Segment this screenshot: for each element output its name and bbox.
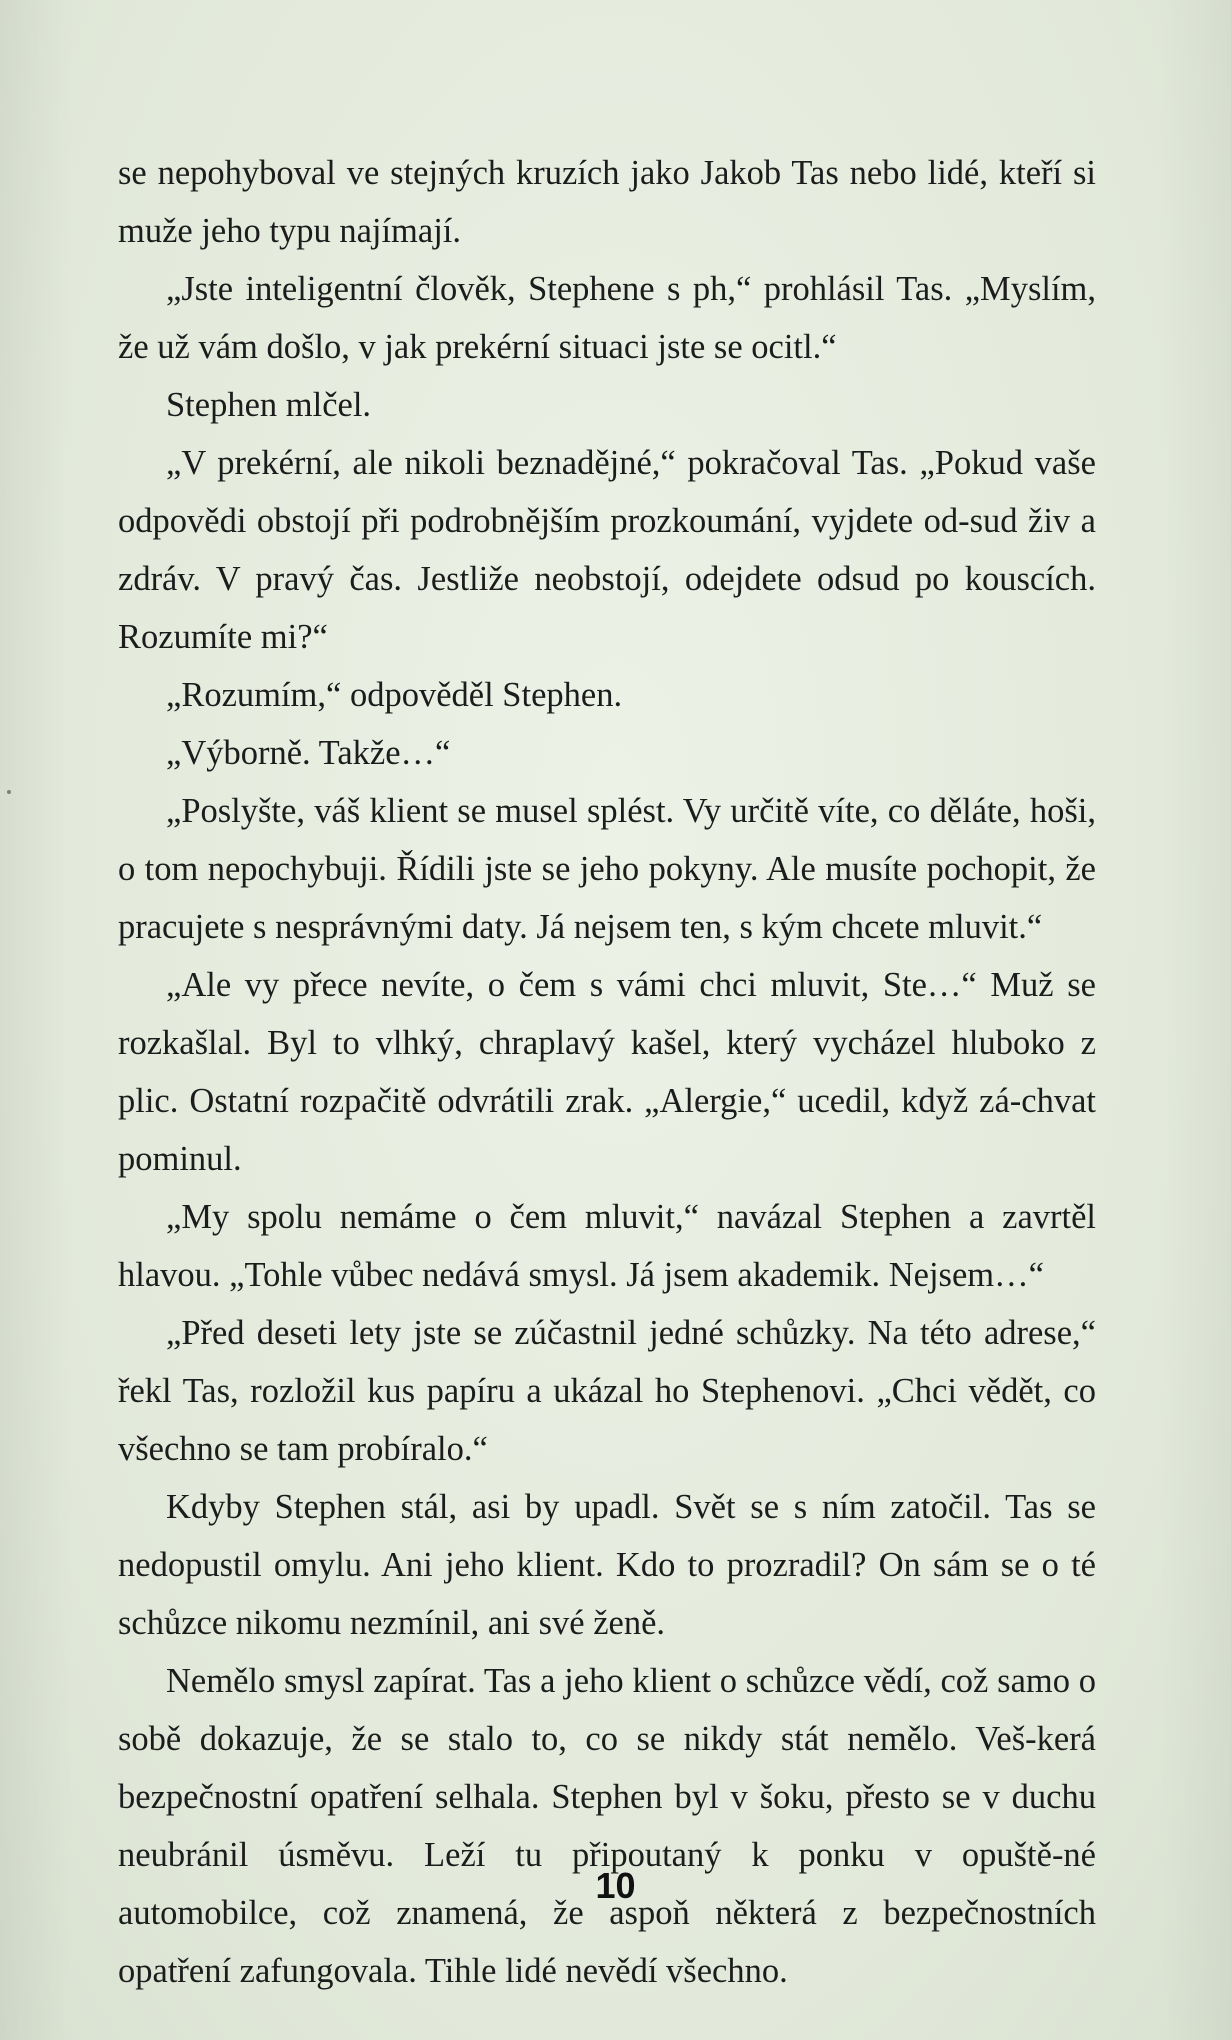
paragraph: „My spolu nemáme o čem mluvit,“ navázal Stephen a zavrtěl hlavou. „Tohle vůbec nedává smysl. Já jsem akademik. Nejsem…“ bbox=[118, 1198, 1096, 1294]
paragraph: „Ale vy přece nevíte, o čem s vámi chci mluvit, Ste…“ Muž se rozkašlal. Byl to vlhký, chraplavý kašel, který vycházel hluboko z plic. Ostatní rozpačitě odvrátili zrak. „Alergie,“ ucedil, když zá-chvat pominul. bbox=[118, 966, 1096, 1178]
paper-speck bbox=[7, 790, 11, 794]
paragraph: Stephen mlčel. bbox=[166, 386, 372, 424]
paragraph: „Rozumím,“ odpověděl Stephen. bbox=[166, 676, 623, 714]
paragraph: „Poslyšte, váš klient se musel splést. Vy určitě víte, co děláte, hoši, o tom nepochybuji. Řídili jste se jeho pokyny. Ale musíte pochopit, že pracujete s nesprávnými daty. Já nejsem ten, s kým chcete mluvit.“ bbox=[118, 792, 1096, 946]
page-number: 10 bbox=[595, 1865, 636, 1906]
paragraph: Kdyby Stephen stál, asi by upadl. Svět se s ním zatočil. Tas se nedopustil omylu. Ani jeho klient. Kdo to prozradil? On sám se o té schůzce nikomu nezmínil, ani své ženě. bbox=[118, 1488, 1096, 1642]
paragraph: „Jste inteligentní člověk, Stephene s ph,“ prohlásil Tas. „Myslím, že už vám došlo, v jak prekérní situaci jste se ocitl.“ bbox=[118, 270, 1096, 366]
paragraph: „V prekérní, ale nikoli beznadějné,“ pokračoval Tas. „Pokud vaše odpovědi obstojí při podrobnějším prozkoumání, vyjdete od-sud živ a zdráv. V pravý čas. Jestliže neobstojí, odejdete odsud po kouscích. Rozumíte mi?“ bbox=[118, 444, 1096, 656]
paragraph: Nemělo smysl zapírat. Tas a jeho klient o schůzce vědí, což samo o sobě dokazuje, že se stalo to, co se nikdy stát nemělo. Veš-kerá bezpečnostní opatření selhala. Stephen byl v šoku, přesto se v duchu neubránil úsměvu. Leží tu připoutaný k ponku v opuště-né automobilce, což znamená, že aspoň některá z bezpečnostních opatření zafungovala. Tihle lidé nevědí všechno. bbox=[118, 1662, 1096, 1990]
paragraph: „Před deseti lety jste se zúčastnil jedné schůzky. Na této adrese,“ řekl Tas, rozložil kus papíru a ukázal ho Stephenovi. „Chci vědět, co všechno se tam probíralo.“ bbox=[118, 1314, 1096, 1468]
body-text bbox=[118, 144, 1096, 2000]
paragraph: „Výborně. Takže…“ bbox=[166, 734, 451, 772]
paragraph: se nepohyboval ve stejných kruzích jako Jakob Tas nebo lidé, kteří si muže jeho typu najímají. bbox=[118, 154, 1096, 250]
